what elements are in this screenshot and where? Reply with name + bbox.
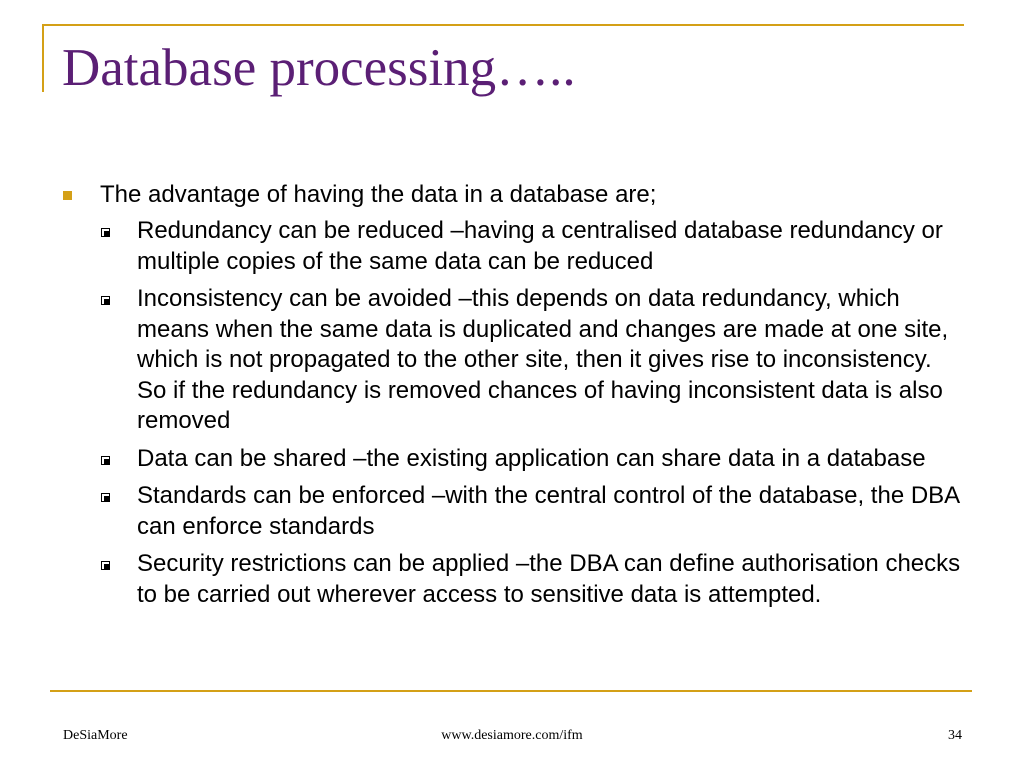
square-bullet-icon [63,191,72,200]
sub-bullet-text: Data can be shared –the existing application can share data in a database [137,444,926,472]
sub-bullet-item [0,549,967,610]
sub-bullet-item [0,284,967,437]
sub-bullet-item [0,481,967,542]
sub-bullet-text: Inconsistency can be avoided –this depends on data redundancy, which means when the same data is duplicated and changes are made at one site, which is not propagated to the other site, then it gives rise to inconsistency. So if the redundancy is removed chances of having inconsistent data is also removed [137,285,949,434]
slide-content [0,180,1024,617]
sub-bullet-text: Security restrictions can be applied –the DBA can define authorisation checks to be carried out wherever access to sensitive data is attempted. [137,550,961,608]
hollow-square-bullet-icon [101,228,110,237]
footer-url: www.desiamore.com/ifm [441,728,583,743]
slide-title: Database processing….. [62,39,576,97]
accent-top-line [42,24,964,26]
bullet-item [0,180,960,210]
accent-vertical-line [42,24,44,92]
sub-bullet-text: Redundancy can be reduced –having a centralised database redundancy or multiple copies of the same data can be reduced [137,217,943,275]
hollow-square-bullet-icon [101,493,110,502]
sub-bullet-text: Standards can be enforced –with the central control of the database, the DBA can enforce standards [137,482,959,540]
sub-bullet-item [0,444,967,475]
hollow-square-bullet-icon [101,561,110,570]
footer-divider [50,690,972,692]
sub-bullet-item [0,216,967,277]
footer-brand: DeSiaMore [63,728,128,743]
bullet-text: The advantage of having the data in a database are; [100,181,657,208]
hollow-square-bullet-icon [101,296,110,305]
page-number: 34 [948,728,962,743]
hollow-square-bullet-icon [101,456,110,465]
